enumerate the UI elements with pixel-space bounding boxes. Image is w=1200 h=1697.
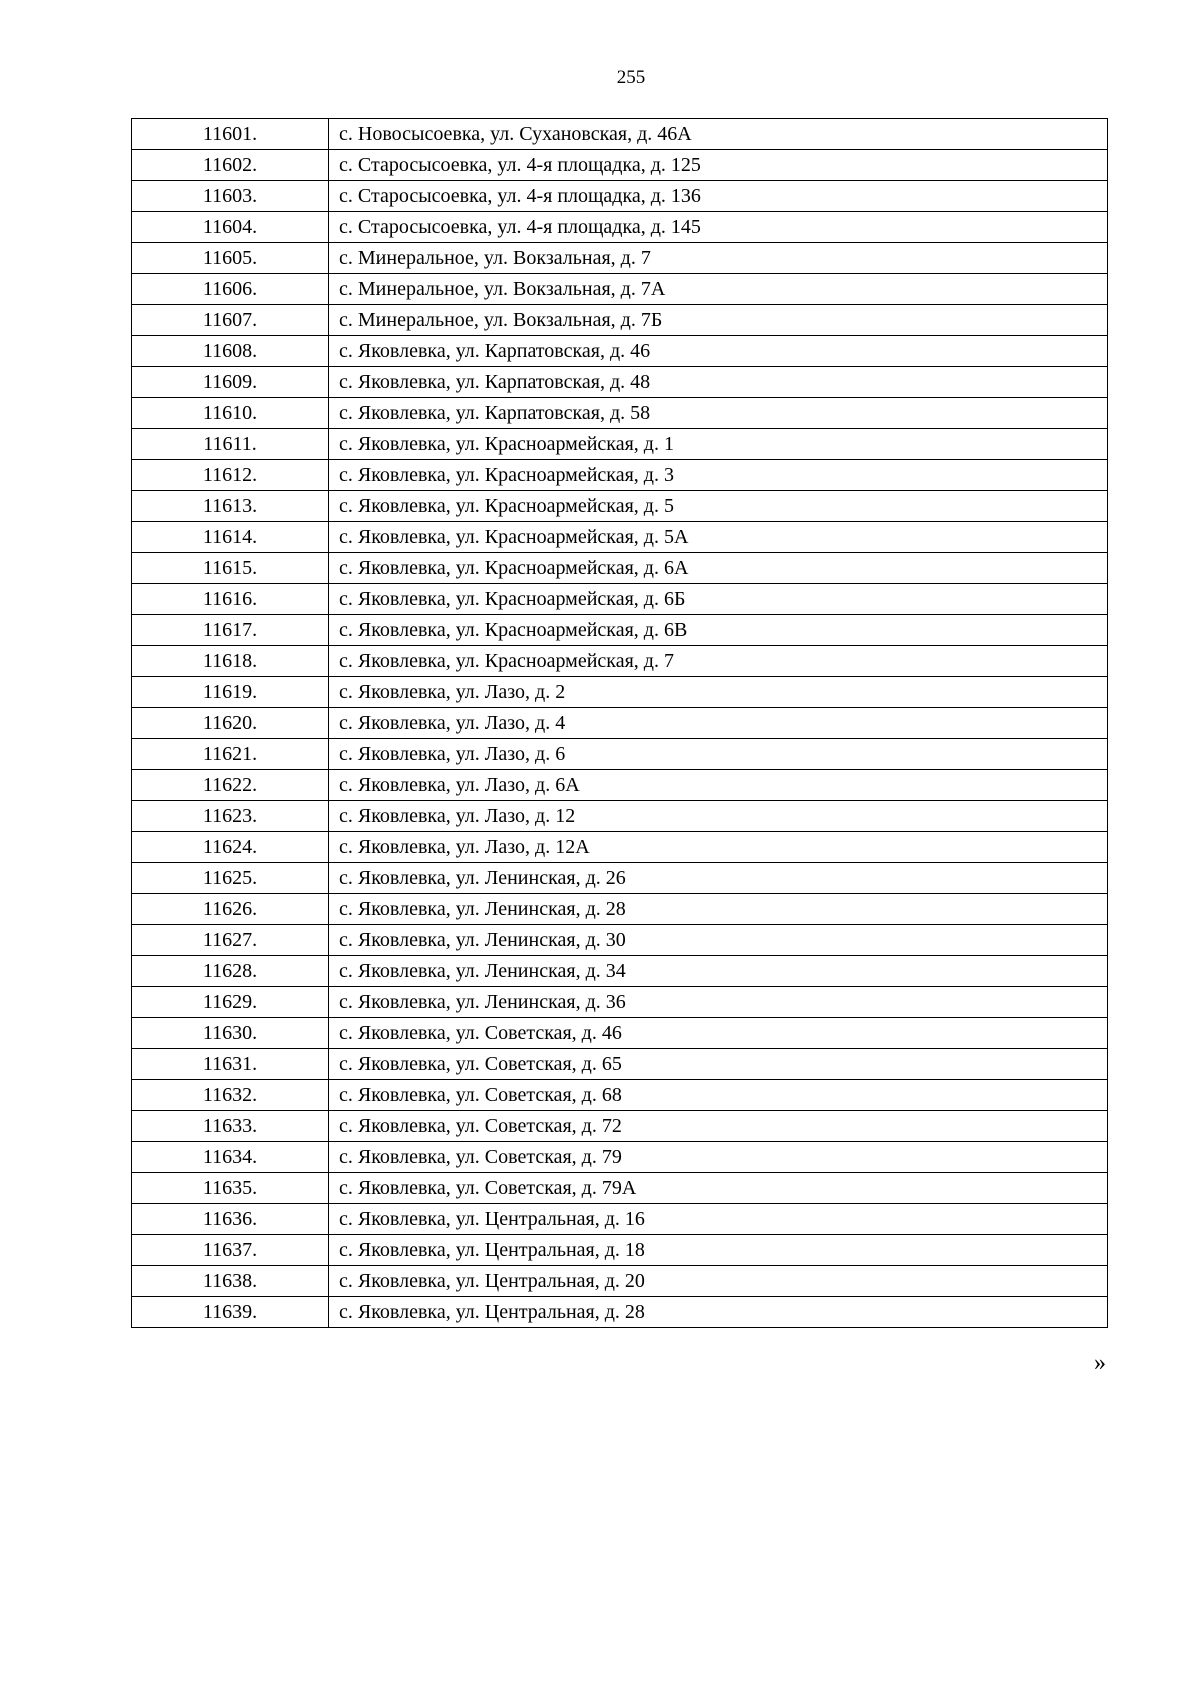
row-number-cell: 11638.: [132, 1266, 329, 1297]
address-cell: с. Яковлевка, ул. Советская, д. 65: [329, 1049, 1108, 1080]
table-row: [132, 863, 1108, 894]
table-row: [132, 925, 1108, 956]
table-row: [132, 584, 1108, 615]
address-cell: с. Яковлевка, ул. Красноармейская, д. 3: [329, 460, 1108, 491]
table-row: [132, 336, 1108, 367]
row-number-cell: 11627.: [132, 925, 329, 956]
address-cell: с. Старосысоевка, ул. 4-я площадка, д. 145: [329, 212, 1108, 243]
table-row: [132, 1266, 1108, 1297]
table-row: [132, 677, 1108, 708]
table-row: [132, 212, 1108, 243]
address-cell: с. Яковлевка, ул. Красноармейская, д. 6Б: [329, 584, 1108, 615]
address-cell: с. Старосысоевка, ул. 4-я площадка, д. 125: [329, 150, 1108, 181]
address-cell: с. Яковлевка, ул. Лазо, д. 4: [329, 708, 1108, 739]
address-cell: с. Яковлевка, ул. Ленинская, д. 34: [329, 956, 1108, 987]
address-cell: с. Яковлевка, ул. Советская, д. 79: [329, 1142, 1108, 1173]
address-table: [131, 118, 1108, 1328]
row-number-cell: 11605.: [132, 243, 329, 274]
row-number-cell: 11635.: [132, 1173, 329, 1204]
row-number-cell: 11629.: [132, 987, 329, 1018]
row-number-cell: 11625.: [132, 863, 329, 894]
row-number-cell: 11602.: [132, 150, 329, 181]
address-cell: с. Яковлевка, ул. Красноармейская, д. 1: [329, 429, 1108, 460]
row-number-cell: 11616.: [132, 584, 329, 615]
address-cell: с. Яковлевка, ул. Центральная, д. 28: [329, 1297, 1108, 1328]
row-number-cell: 11619.: [132, 677, 329, 708]
table-row: [132, 801, 1108, 832]
table-row: [132, 181, 1108, 212]
address-cell: с. Яковлевка, ул. Карпатовская, д. 48: [329, 367, 1108, 398]
row-number-cell: 11606.: [132, 274, 329, 305]
address-cell: с. Яковлевка, ул. Центральная, д. 20: [329, 1266, 1108, 1297]
page-number: 255: [616, 67, 646, 88]
table-row: [132, 739, 1108, 770]
table-row: [132, 119, 1108, 150]
address-cell: с. Яковлевка, ул. Карпатовская, д. 46: [329, 336, 1108, 367]
table-row: [132, 1049, 1108, 1080]
table-row: [132, 491, 1108, 522]
table-row: [132, 522, 1108, 553]
table-row: [132, 1142, 1108, 1173]
address-cell: с. Яковлевка, ул. Центральная, д. 16: [329, 1204, 1108, 1235]
row-number-cell: 11636.: [132, 1204, 329, 1235]
table-row: [132, 274, 1108, 305]
address-cell: с. Яковлевка, ул. Красноармейская, д. 5А: [329, 522, 1108, 553]
row-number-cell: 11622.: [132, 770, 329, 801]
table-row: [132, 150, 1108, 181]
table-row: [132, 305, 1108, 336]
address-cell: с. Яковлевка, ул. Центральная, д. 18: [329, 1235, 1108, 1266]
row-number-cell: 11608.: [132, 336, 329, 367]
table-row: [132, 708, 1108, 739]
row-number-cell: 11604.: [132, 212, 329, 243]
row-number-cell: 11615.: [132, 553, 329, 584]
table-row: [132, 460, 1108, 491]
table-row: [132, 956, 1108, 987]
row-number-cell: 11607.: [132, 305, 329, 336]
address-cell: с. Яковлевка, ул. Советская, д. 79А: [329, 1173, 1108, 1204]
address-cell: с. Яковлевка, ул. Лазо, д. 6: [329, 739, 1108, 770]
row-number-cell: 11621.: [132, 739, 329, 770]
row-number-cell: 11623.: [132, 801, 329, 832]
table-row: [132, 243, 1108, 274]
table-row: [132, 553, 1108, 584]
address-cell: с. Яковлевка, ул. Красноармейская, д. 6А: [329, 553, 1108, 584]
row-number-cell: 11639.: [132, 1297, 329, 1328]
address-cell: с. Яковлевка, ул. Ленинская, д. 28: [329, 894, 1108, 925]
address-table-body: [132, 119, 1108, 1328]
address-cell: с. Новосысоевка, ул. Сухановская, д. 46А: [329, 119, 1108, 150]
row-number-cell: 11637.: [132, 1235, 329, 1266]
table-row: [132, 1204, 1108, 1235]
table-row: [132, 894, 1108, 925]
row-number-cell: 11634.: [132, 1142, 329, 1173]
row-number-cell: 11610.: [132, 398, 329, 429]
address-cell: с. Минеральное, ул. Вокзальная, д. 7Б: [329, 305, 1108, 336]
table-row: [132, 367, 1108, 398]
row-number-cell: 11628.: [132, 956, 329, 987]
row-number-cell: 11633.: [132, 1111, 329, 1142]
row-number-cell: 11603.: [132, 181, 329, 212]
address-cell: с. Яковлевка, ул. Красноармейская, д. 6В: [329, 615, 1108, 646]
table-row: [132, 1297, 1108, 1328]
table-row: [132, 770, 1108, 801]
address-cell: с. Яковлевка, ул. Ленинская, д. 30: [329, 925, 1108, 956]
address-cell: с. Минеральное, ул. Вокзальная, д. 7: [329, 243, 1108, 274]
table-row: [132, 1018, 1108, 1049]
address-cell: с. Яковлевка, ул. Карпатовская, д. 58: [329, 398, 1108, 429]
table-row: [132, 987, 1108, 1018]
row-number-cell: 11601.: [132, 119, 329, 150]
row-number-cell: 11611.: [132, 429, 329, 460]
address-cell: с. Старосысоевка, ул. 4-я площадка, д. 136: [329, 181, 1108, 212]
table-row: [132, 398, 1108, 429]
row-number-cell: 11614.: [132, 522, 329, 553]
address-cell: с. Яковлевка, ул. Советская, д. 46: [329, 1018, 1108, 1049]
address-cell: с. Яковлевка, ул. Лазо, д. 12: [329, 801, 1108, 832]
row-number-cell: 11617.: [132, 615, 329, 646]
row-number-cell: 11630.: [132, 1018, 329, 1049]
address-cell: с. Яковлевка, ул. Лазо, д. 6А: [329, 770, 1108, 801]
address-cell: с. Яковлевка, ул. Советская, д. 72: [329, 1111, 1108, 1142]
address-cell: с. Яковлевка, ул. Лазо, д. 12А: [329, 832, 1108, 863]
table-row: [132, 1173, 1108, 1204]
table-row: [132, 429, 1108, 460]
row-number-cell: 11613.: [132, 491, 329, 522]
address-cell: с. Яковлевка, ул. Ленинская, д. 36: [329, 987, 1108, 1018]
table-row: [132, 1235, 1108, 1266]
closing-quote-mark: »: [1094, 1350, 1106, 1376]
table-row: [132, 1080, 1108, 1111]
address-cell: с. Яковлевка, ул. Красноармейская, д. 5: [329, 491, 1108, 522]
row-number-cell: 11626.: [132, 894, 329, 925]
row-number-cell: 11609.: [132, 367, 329, 398]
row-number-cell: 11624.: [132, 832, 329, 863]
address-cell: с. Минеральное, ул. Вокзальная, д. 7А: [329, 274, 1108, 305]
address-cell: с. Яковлевка, ул. Ленинская, д. 26: [329, 863, 1108, 894]
row-number-cell: 11612.: [132, 460, 329, 491]
row-number-cell: 11631.: [132, 1049, 329, 1080]
table-row: [132, 646, 1108, 677]
row-number-cell: 11632.: [132, 1080, 329, 1111]
row-number-cell: 11620.: [132, 708, 329, 739]
table-row: [132, 1111, 1108, 1142]
table-row: [132, 832, 1108, 863]
address-cell: с. Яковлевка, ул. Красноармейская, д. 7: [329, 646, 1108, 677]
address-cell: с. Яковлевка, ул. Лазо, д. 2: [329, 677, 1108, 708]
row-number-cell: 11618.: [132, 646, 329, 677]
address-cell: с. Яковлевка, ул. Советская, д. 68: [329, 1080, 1108, 1111]
table-row: [132, 615, 1108, 646]
